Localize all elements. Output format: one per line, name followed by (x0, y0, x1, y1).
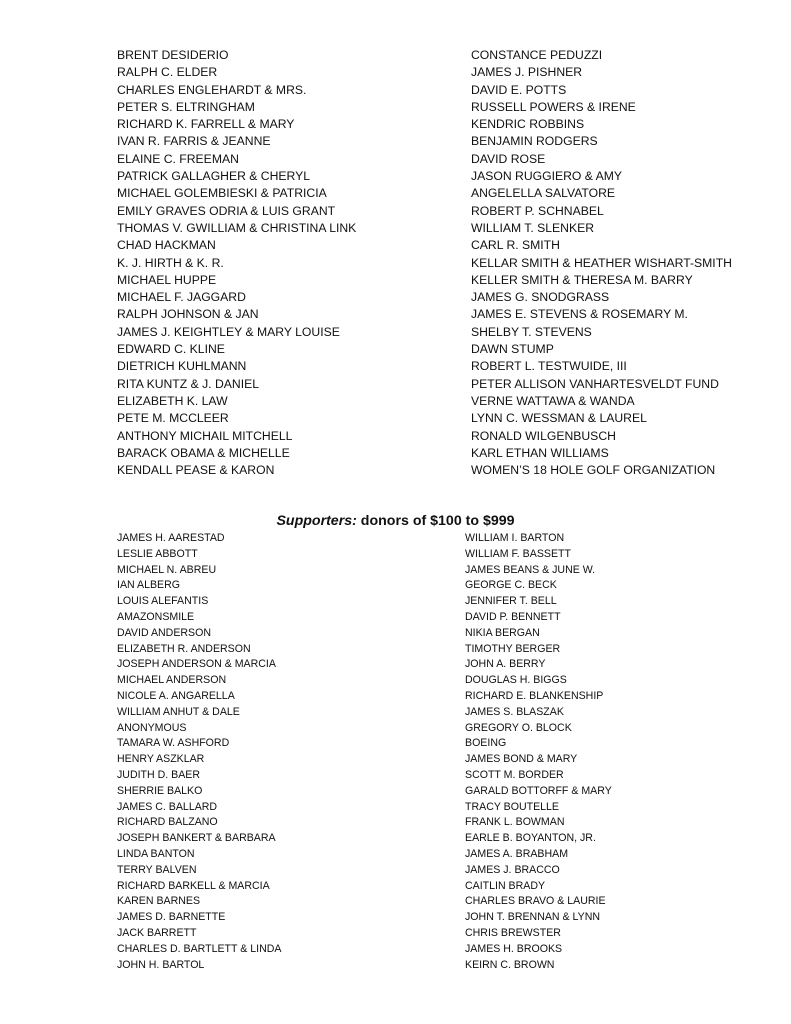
donor-name: KELLAR SMITH & HEATHER WISHART-SMITH (471, 255, 732, 270)
donor-name: GEORGE C. BECK (465, 579, 557, 592)
donor-name: TRACY BOUTELLE (465, 800, 559, 813)
donor-name: RALPH C. ELDER (117, 65, 218, 80)
donor-name: JAMES BOND & MARY (465, 753, 578, 766)
donor-name: BENJAMIN RODGERS (471, 134, 598, 149)
donor-name: JAMES H. AARESTAD (117, 532, 225, 544)
donor-name: IVAN R. FARRIS & JEANNE (117, 134, 271, 149)
donor-name: JUDITH D. BAER (117, 768, 200, 781)
donor-name: JOHN A. BERRY (465, 658, 546, 671)
supporters-right-column (465, 531, 612, 973)
donor-name: SHELBY T. STEVENS (471, 324, 592, 339)
donor-name: TERRY BALVEN (117, 863, 197, 876)
donor-name: JAMES G. SNODGRASS (471, 290, 610, 305)
donor-name: AMAZONSMILE (117, 610, 195, 623)
donor-name: NICOLE A. ANGARELLA (117, 689, 235, 702)
donor-name: JOSEPH ANDERSON & MARCIA (117, 658, 276, 671)
donor-name: WOMEN’S 18 HOLE GOLF ORGANIZATION (471, 463, 716, 478)
donor-name: ANGELELLA SALVATORE (471, 186, 616, 201)
donor-name: PATRICK GALLAGHER & CHERYL (117, 169, 311, 184)
donor-name: CHRIS BREWSTER (465, 926, 561, 939)
donor-name: HENRY ASZKLAR (117, 753, 205, 766)
donor-name: EMILY GRAVES ODRIA & LUIS GRANT (117, 203, 336, 218)
major-donors-right-column (471, 47, 732, 479)
donor-name: EDWARD C. KLINE (117, 342, 225, 357)
donor-name: CARL R. SMITH (471, 238, 560, 253)
donor-name: WILLIAM ANHUT & DALE (117, 705, 240, 718)
donor-name: BOEING (465, 737, 507, 750)
donor-name: LYNN C. WESSMAN & LAUREL (471, 411, 647, 426)
supporters-heading-range: donors of $100 to $999 (356, 513, 515, 529)
donor-name: DAVID P. BENNETT (465, 610, 561, 623)
donor-name: JAMES H. BROOKS (465, 942, 563, 955)
donor-name: JAMES J. KEIGHTLEY & MARY LOUISE (117, 324, 340, 339)
donor-name: TIMOTHY BERGER (465, 642, 561, 655)
donor-name: ELAINE C. FREEMAN (117, 151, 239, 166)
donor-name: K. J. HIRTH & K. R. (117, 255, 224, 270)
donor-name: JAMES A. BRABHAM (465, 847, 569, 860)
donor-name: THOMAS V. GWILLIAM & CHRISTINA LINK (117, 220, 357, 235)
donor-name: KAREN BARNES (117, 895, 201, 908)
donor-name: ANONYMOUS (117, 721, 187, 734)
donor-name: JOSEPH BANKERT & BARBARA (117, 832, 276, 845)
donor-name: WILLIAM T. SLENKER (471, 220, 595, 235)
donor-name: MICHAEL GOLEMBIESKI & PATRICIA (117, 186, 327, 201)
donor-name: EARLE B. BOYANTON, JR. (465, 832, 596, 845)
donor-name: JAMES BEANS & JUNE W. (465, 563, 596, 576)
donor-name: MICHAEL HUPPE (117, 272, 217, 287)
donor-name: GARALD BOTTORFF & MARY (465, 784, 612, 797)
donor-name: LOUIS ALEFANTIS (117, 595, 209, 608)
donor-name: PETE M. MCCLEER (117, 411, 229, 426)
donor-name: ROBERT P. SCHNABEL (471, 203, 604, 218)
donor-name: DAVID ANDERSON (117, 626, 211, 639)
donor-name: CHARLES D. BARTLETT & LINDA (117, 942, 282, 955)
donor-name: ANTHONY MICHAIL MITCHELL (117, 428, 293, 443)
donor-name: FRANK L. BOWMAN (465, 816, 565, 829)
donor-name: MICHAEL F. JAGGARD (117, 290, 246, 305)
donor-name: NIKIA BERGAN (465, 626, 540, 639)
donor-name: LESLIE ABBOTT (117, 547, 198, 560)
donor-name: RICHARD E. BLANKENSHIP (465, 689, 604, 702)
donor-name: TAMARA W. ASHFORD (117, 737, 230, 750)
donor-name: VERNE WATTAWA & WANDA (471, 393, 635, 408)
donor-name: CHARLES ENGLEHARDT & MRS. (117, 82, 307, 97)
donor-name: ROBERT L. TESTWUIDE, III (471, 359, 627, 374)
donor-name: RALPH JOHNSON & JAN (117, 307, 259, 322)
supporters-heading-colon: : (352, 513, 357, 529)
donor-name: JACK BARRETT (117, 926, 197, 939)
major-donors-left-column (117, 47, 356, 479)
donor-name: JASON RUGGIERO & AMY (471, 169, 623, 184)
donor-name: RICHARD K. FARRELL & MARY (117, 117, 295, 132)
donor-name: DAVID E. POTTS (471, 82, 567, 97)
donor-name: KENDALL PEASE & KARON (117, 463, 275, 478)
donor-name: KENDRIC ROBBINS (471, 117, 585, 132)
donor-name: JENNIFER T. BELL (465, 595, 557, 608)
donor-name: MICHAEL N. ABREU (117, 563, 217, 576)
donor-name: JAMES E. STEVENS & ROSEMARY M. (471, 307, 688, 322)
donor-name: JAMES D. BARNETTE (117, 911, 226, 924)
donor-name: SHERRIE BALKO (117, 784, 203, 797)
donor-name: CONSTANCE PEDUZZI (471, 48, 603, 62)
donor-name: WILLIAM F. BASSETT (465, 547, 571, 560)
donor-name: DIETRICH KUHLMANN (117, 359, 247, 374)
donor-name: JAMES C. BALLARD (117, 800, 218, 813)
donor-name: WILLIAM I. BARTON (465, 532, 565, 544)
donor-name: LINDA BANTON (117, 847, 195, 860)
donor-name: SCOTT M. BORDER (465, 768, 564, 781)
supporters-heading (0, 513, 791, 529)
donor-name: JAMES J. PISHNER (471, 65, 583, 80)
donor-name: RONALD WILGENBUSCH (471, 428, 616, 443)
donor-name: JOHN H. BARTOL (117, 958, 205, 971)
donor-name: RITA KUNTZ & J. DANIEL (117, 376, 259, 391)
donor-name: ELIZABETH R. ANDERSON (117, 642, 251, 655)
donor-name: ELIZABETH K. LAW (117, 393, 228, 408)
donor-name: KELLER SMITH & THERESA M. BARRY (471, 272, 693, 287)
donor-name: RUSSELL POWERS & IRENE (471, 99, 636, 114)
donor-name: BRENT DESIDERIO (117, 48, 229, 62)
donor-name: KEIRN C. BROWN (465, 958, 555, 971)
supporters-heading-label: Supporters (276, 513, 353, 529)
donor-name: CHARLES BRAVO & LAURIE (465, 895, 606, 908)
supporters-left-column (117, 531, 281, 973)
donor-name: JAMES J. BRACCO (465, 863, 560, 876)
donor-name: JOHN T. BRENNAN & LYNN (465, 911, 600, 924)
donor-name: PETER ALLISON VANHARTESVELDT FUND (471, 376, 719, 391)
donor-name: GREGORY O. BLOCK (465, 721, 572, 734)
donor-name: PETER S. ELTRINGHAM (117, 99, 255, 114)
donor-name: DAWN STUMP (471, 342, 554, 357)
donor-name: CHAD HACKMAN (117, 238, 216, 253)
donor-name: DAVID ROSE (471, 151, 546, 166)
donor-name: MICHAEL ANDERSON (117, 674, 227, 687)
donor-name: KARL ETHAN WILLIAMS (471, 445, 609, 460)
donor-name: RICHARD BARKELL & MARCIA (117, 879, 270, 892)
donor-name: BARACK OBAMA & MICHELLE (117, 445, 290, 460)
donor-name: IAN ALBERG (117, 579, 180, 592)
donor-name: JAMES S. BLASZAK (465, 705, 564, 718)
donor-name: CAITLIN BRADY (465, 879, 546, 892)
donor-name: DOUGLAS H. BIGGS (465, 674, 567, 687)
donor-name: RICHARD BALZANO (117, 816, 218, 829)
